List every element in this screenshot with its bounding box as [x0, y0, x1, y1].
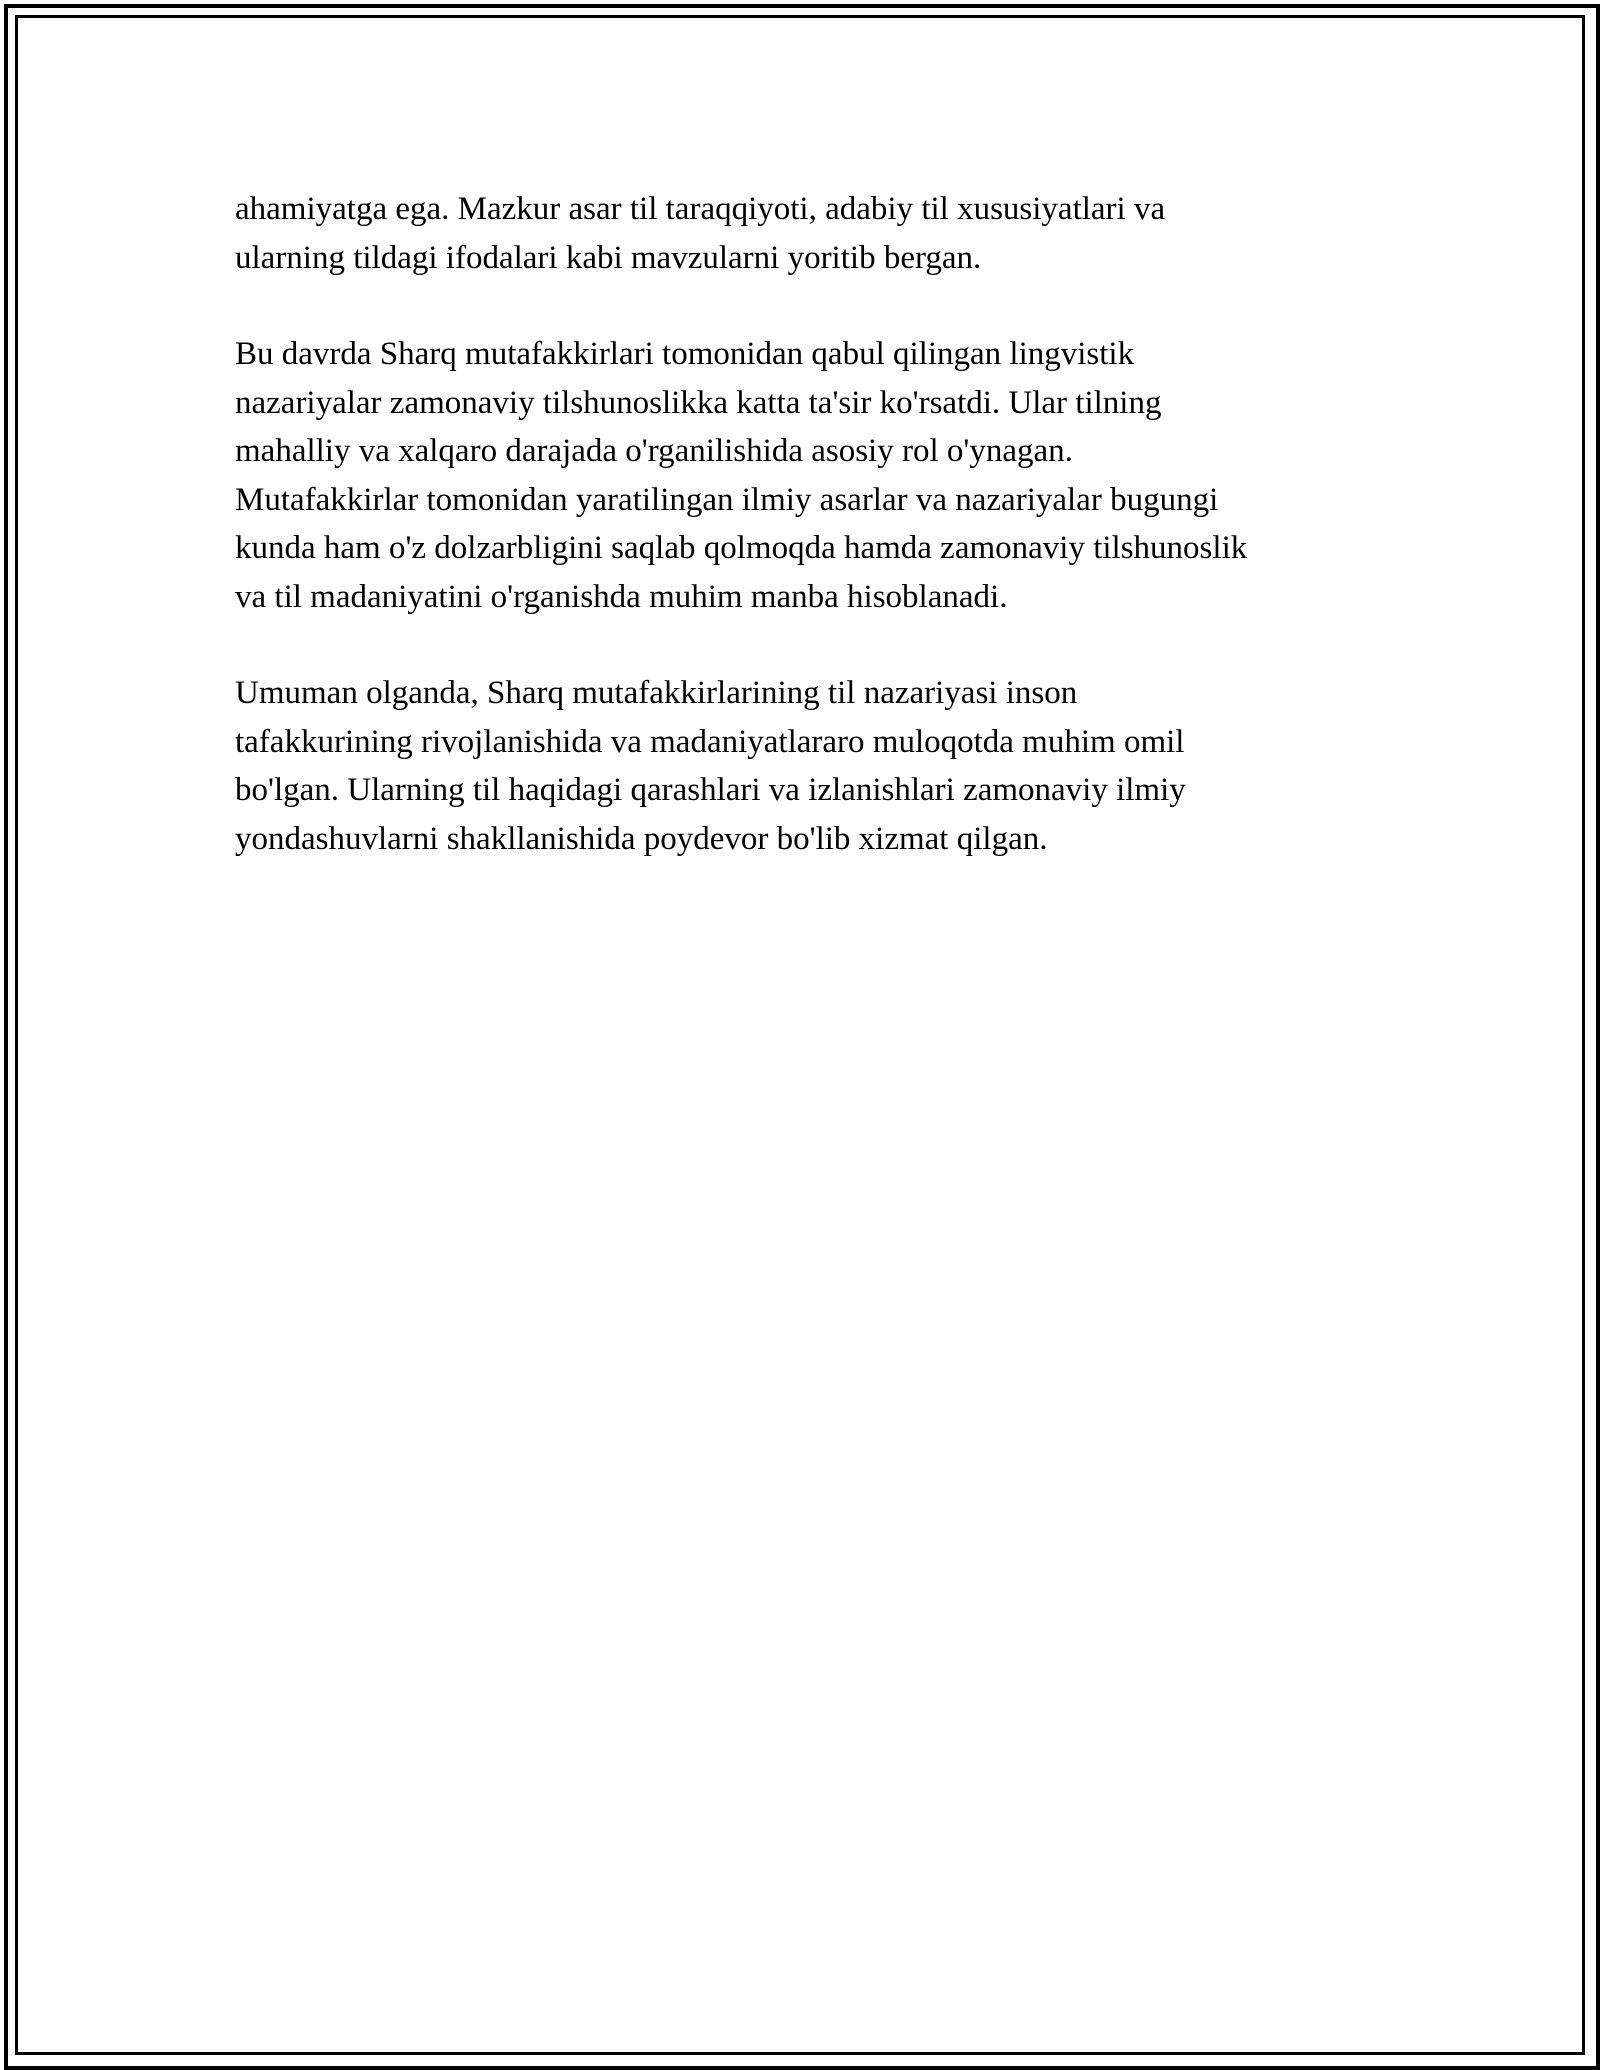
text-line: Bu davrda Sharq mutafakkirlari tomonidan qabul qilingan lingvistik: [235, 336, 1135, 372]
text-line: va til madaniyatini o'rganishda muhim manba hisoblanadi.: [235, 578, 1008, 615]
text-line: ularning tildagi ifodalari kabi mavzularni yoritib bergan.: [235, 239, 982, 276]
text-line: yondashuvlarni shakllanishida poydevor bo'lib xizmat qilgan.: [235, 820, 1048, 857]
paragraph-1: [235, 185, 1415, 282]
text-line: bo'lgan. Ularning til haqidagi qarashlari va izlanishlari zamonaviy ilmiy: [235, 772, 1186, 808]
document-body: [235, 185, 1415, 911]
text-line: kunda ham o'z dolzarbligini saqlab qolmoqda hamda zamonaviy tilshunoslik: [235, 530, 1248, 566]
text-line: tafakkurining rivojlanishida va madaniyatlararo muloqotda muhim omil: [235, 723, 1185, 760]
text-line: Mutafakkirlar tomonidan yaratilingan ilmiy asarlar va nazariyalar bugungi: [235, 481, 1219, 518]
paragraph-2: [235, 330, 1415, 621]
text-line: ahamiyatga ega. Mazkur asar til taraqqiyoti, adabiy til xususiyatlari va: [235, 191, 1166, 227]
text-line: mahalliy va xalqaro darajada o'rganilishida asosiy rol o'ynagan.: [235, 433, 1073, 469]
text-line: nazariyalar zamonaviy tilshunoslikka katta ta'sir ko'rsatdi. Ular tilning: [235, 384, 1162, 421]
paragraph-3: [235, 669, 1415, 863]
text-line: Umuman olganda, Sharq mutafakkirlarining til nazariyasi inson: [235, 675, 1078, 711]
